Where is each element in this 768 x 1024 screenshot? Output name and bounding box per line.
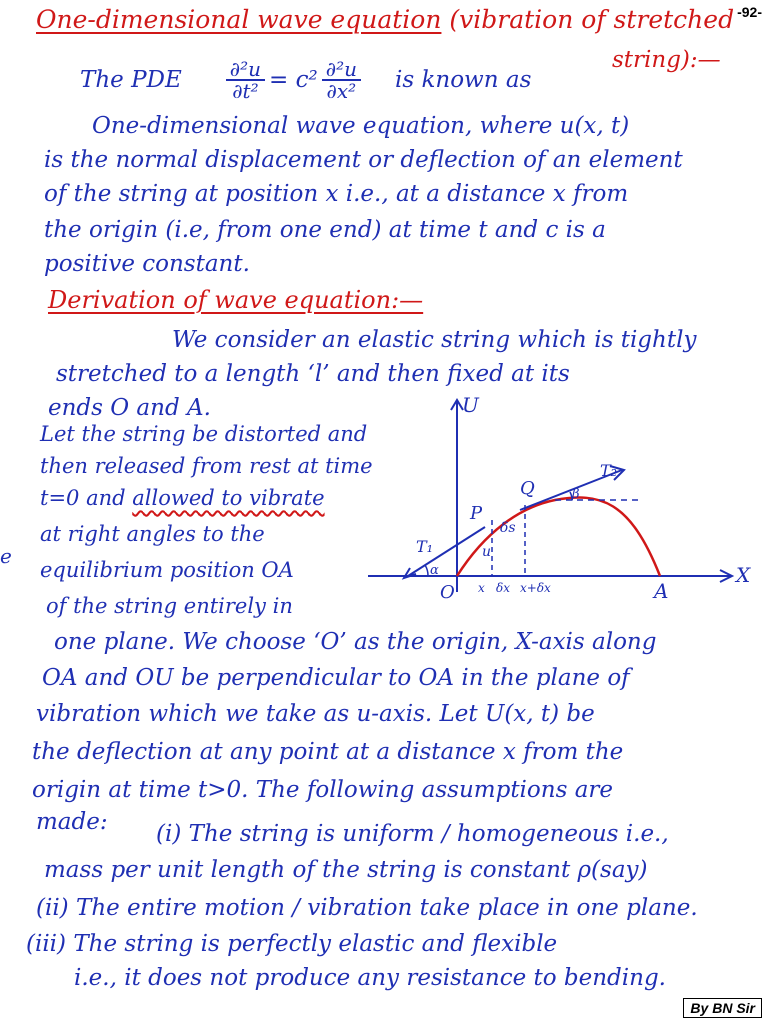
intro-line-3: of the string at position x i.e., at a distance x from: [44, 181, 629, 207]
label-x-axis: X: [736, 563, 751, 587]
body-line-6: made:: [36, 809, 108, 835]
label-beta: β: [572, 487, 580, 502]
footer-credit: By BN Sir: [683, 998, 762, 1018]
side-line-3: t=0 and allowed to vibrate: [40, 486, 325, 510]
body-line-2: OA and OU be perpendicular to OA in the plane of: [42, 665, 630, 691]
intro-line-1: One-dimensional wave equation, where u(x, t): [92, 113, 630, 139]
side-line-5: equilibrium position OA: [40, 558, 294, 582]
page-title: [36, 6, 734, 34]
side-line-4: at right angles to the: [40, 522, 265, 546]
title-paren: (vibration of stretched: [449, 5, 735, 34]
pde-equation: [80, 52, 531, 108]
label-t2: T₂: [600, 461, 618, 480]
assumption-3: (iii) The string is perfectly elastic and flexible: [26, 931, 558, 957]
pde-equals: = c²: [269, 67, 318, 93]
label-x: x: [478, 581, 485, 595]
side-line-1: Let the string be distorted and: [40, 422, 368, 446]
assumption-3-cont: i.e., it does not produce any resistance to bending.: [74, 965, 666, 991]
pde-intro: The PDE: [80, 67, 182, 93]
label-q: Q: [520, 478, 535, 499]
pde-known: is known as: [394, 67, 532, 93]
label-a: A: [654, 579, 669, 603]
derivation-heading: Derivation of wave equation:—: [48, 286, 424, 314]
derivation-line-2: stretched to a length ‘l’ and then fixed at its: [56, 361, 570, 387]
assumption-2: (ii) The entire motion / vibration take place in one plane.: [36, 895, 698, 921]
angle-alpha-arc: [425, 565, 428, 576]
label-alpha: α: [430, 563, 439, 578]
intro-line-5: positive constant.: [44, 251, 250, 277]
string-curve: [457, 498, 660, 576]
pde-lhs: $\frac{\text{∂²u}}{\text{∂t²}}$: [226, 59, 265, 101]
side-line-2: then released from rest at time: [40, 454, 373, 478]
pde-rhs: $\frac{\text{∂²u}}{\text{∂x²}}$: [322, 59, 361, 101]
label-u-axis: U: [462, 393, 479, 417]
label-x-plus-dx: x+δx: [520, 581, 551, 595]
margin-mark: e: [0, 544, 12, 568]
label-ds: δs: [500, 520, 516, 536]
page-number: -92-: [737, 4, 762, 20]
body-line-4: the deflection at any point at a distance x from the: [32, 739, 624, 765]
body-line-3: vibration which we take as u-axis. Let U(x, t) be: [36, 701, 595, 727]
label-p: P: [470, 503, 483, 524]
assumption-1: (i) The string is uniform / homogeneous i.e.,: [156, 821, 669, 847]
intro-line-4: the origin (i.e, from one end) at time t and c is a: [44, 217, 606, 243]
body-line-1: one plane. We choose ‘O’ as the origin, X-axis along: [54, 629, 657, 655]
derivation-line-3: ends O and A.: [48, 395, 211, 421]
label-t1: T₁: [416, 537, 434, 556]
label-origin: O: [440, 582, 455, 603]
derivation-line-1: We consider an elastic string which is tightly: [172, 327, 697, 353]
body-line-5: origin at time t>0. The following assumptions are: [32, 777, 614, 803]
title-paren-cont: string):—: [612, 47, 721, 73]
assumption-1-cont: mass per unit length of the string is constant ρ(say): [44, 857, 648, 883]
label-dx: δx: [496, 581, 510, 595]
side-line-6: of the string entirely in: [46, 594, 293, 618]
string-vibration-figure: [360, 392, 760, 608]
label-u: u: [482, 544, 492, 560]
intro-line-2: is the normal displacement or deflection of an element: [44, 147, 683, 173]
title-main: One-dimensional wave equation: [36, 5, 442, 34]
